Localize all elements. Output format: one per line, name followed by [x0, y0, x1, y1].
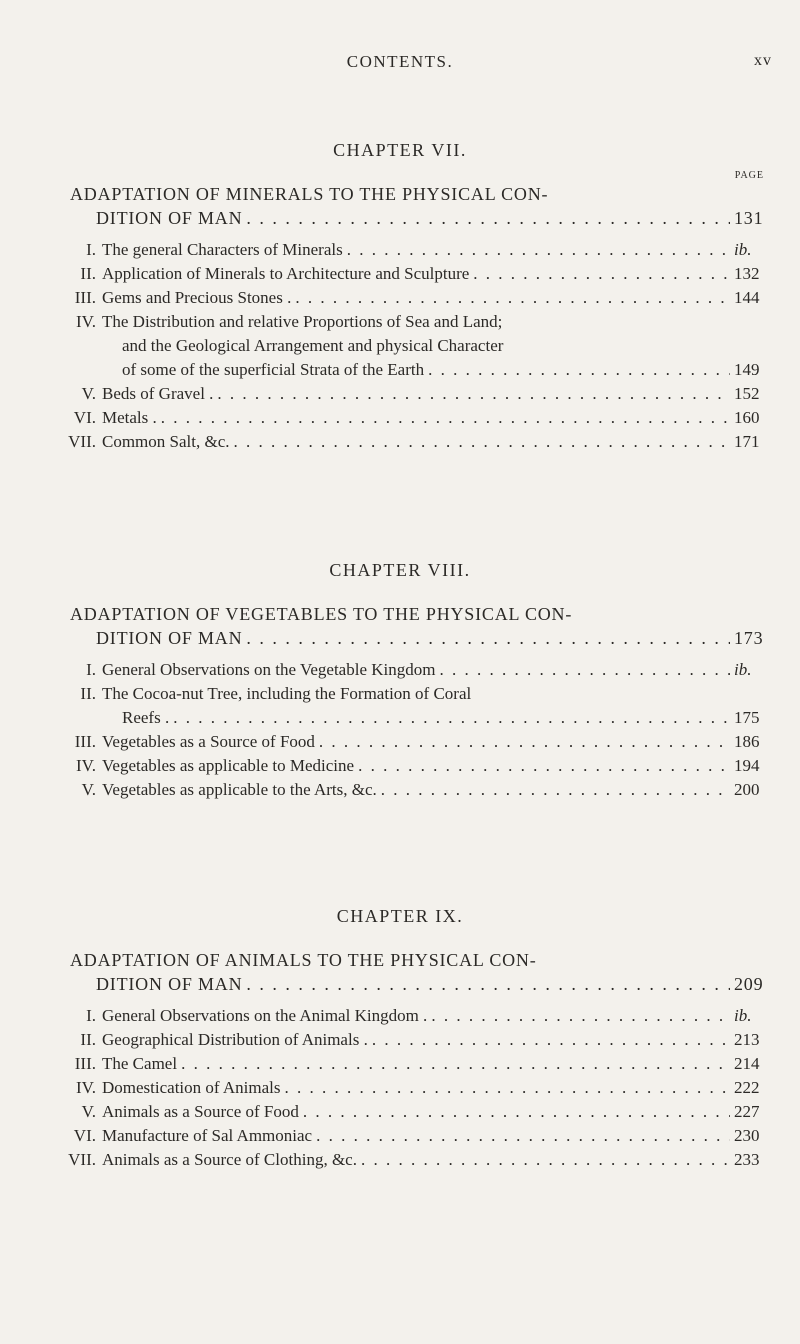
section-title-line	[102, 1124, 770, 1148]
chapter-title	[70, 602, 770, 650]
section-title	[102, 1100, 770, 1124]
dot-leader	[347, 238, 730, 262]
section-title-text: Metals .	[102, 408, 157, 427]
page-number: 160	[734, 408, 760, 427]
section-title-line	[102, 754, 770, 778]
section-title	[102, 286, 770, 310]
dot-leader	[316, 1124, 730, 1148]
section-title-text: Manufacture of Sal Ammoniac	[102, 1126, 313, 1145]
dot-leader	[303, 1100, 730, 1124]
dot-leader	[234, 430, 731, 454]
chapter-title-line: ADAPTATION OF ANIMALS TO THE PHYSICAL CON-	[70, 950, 537, 970]
page-number: 171	[734, 432, 760, 451]
dot-leader	[246, 972, 730, 996]
section-title-text: The Camel	[102, 1054, 178, 1073]
dot-leader	[361, 1148, 730, 1172]
section-title	[102, 1148, 770, 1172]
section-number: II.	[80, 684, 96, 703]
section-title-line	[102, 730, 770, 754]
dot-leader	[284, 1076, 730, 1100]
dot-leader	[181, 1052, 730, 1076]
section-number: V.	[81, 780, 96, 799]
section-title	[102, 262, 770, 286]
dot-leader	[161, 406, 730, 430]
dot-leader	[381, 778, 730, 802]
section-title	[102, 382, 770, 406]
toc-entry	[0, 1052, 800, 1076]
section-title-line: The Distribution and relative Proportions of Sea and Land;	[102, 312, 503, 331]
running-head	[0, 52, 800, 76]
section-title-text: Gems and Precious Stones .	[102, 288, 292, 307]
section-title-text: Vegetables as applicable to the Arts, &c.	[102, 780, 377, 799]
toc-entry	[0, 730, 800, 754]
section-title	[102, 1124, 770, 1148]
toc-entry	[0, 310, 800, 382]
section-title	[102, 310, 770, 382]
page-number: 214	[734, 1054, 760, 1073]
section-title	[102, 778, 770, 802]
toc-entry	[0, 1028, 800, 1052]
chapter-heading: CHAPTER IX.	[336, 906, 464, 926]
section-title	[102, 1004, 770, 1028]
section-title-line	[102, 406, 770, 430]
section-number: I.	[86, 1006, 96, 1025]
toc-entry	[0, 262, 800, 286]
page-number: 200	[734, 780, 760, 799]
dot-leader	[246, 206, 730, 230]
section-number: V.	[81, 1102, 96, 1121]
page-number: ib.	[734, 660, 752, 679]
chapter-heading: CHAPTER VIII.	[329, 560, 471, 580]
page-number: 209	[734, 974, 764, 994]
toc-entry	[0, 1076, 800, 1100]
page-number: 131	[734, 208, 764, 228]
section-list	[0, 658, 800, 802]
chapter-title-line	[70, 626, 770, 650]
chapter-block	[0, 560, 800, 802]
page-number: 173	[734, 628, 764, 648]
page-number: 152	[734, 384, 760, 403]
section-number: IV.	[76, 312, 96, 331]
page-number: 222	[734, 1078, 760, 1097]
section-title-text: Application of Minerals to Architecture and Sculpture	[102, 264, 470, 283]
page-number: 213	[734, 1030, 760, 1049]
dot-leader	[431, 1004, 730, 1028]
chapter-title-line: ADAPTATION OF MINERALS TO THE PHYSICAL CON-	[70, 184, 549, 204]
chapter-block	[0, 140, 800, 454]
section-list	[0, 1004, 800, 1172]
section-title-text: General Observations on the Vegetable Kingdom	[102, 660, 436, 679]
section-title	[102, 754, 770, 778]
toc-entry	[0, 682, 800, 730]
section-number: I.	[86, 660, 96, 679]
page-number: 186	[734, 732, 760, 751]
section-number: III.	[74, 1054, 96, 1073]
toc-entry	[0, 1124, 800, 1148]
section-title-line	[102, 1100, 770, 1124]
section-title-line	[102, 430, 770, 454]
section-title	[102, 730, 770, 754]
page-column-label: PAGE	[734, 170, 764, 181]
running-head-page-numeral: xv	[754, 52, 772, 69]
section-title-line	[102, 262, 770, 286]
section-title-line	[102, 706, 770, 730]
page-number: 132	[734, 264, 760, 283]
section-title	[102, 238, 770, 262]
dot-leader	[295, 286, 730, 310]
page-number: 233	[734, 1150, 760, 1169]
dot-leader	[372, 1028, 730, 1052]
section-title-text: Common Salt, &c.	[102, 432, 230, 451]
toc-entry	[0, 238, 800, 262]
toc-entry	[0, 778, 800, 802]
page-number: 144	[734, 288, 760, 307]
chapter-title-line	[70, 972, 770, 996]
section-title	[102, 1028, 770, 1052]
dot-leader	[217, 382, 730, 406]
section-title-line	[102, 358, 770, 382]
toc-entry	[0, 1148, 800, 1172]
page-number: ib.	[734, 240, 752, 259]
dot-leader	[173, 706, 730, 730]
section-title-text: Animals as a Source of Food	[102, 1102, 299, 1121]
section-number: I.	[86, 240, 96, 259]
toc-entry	[0, 382, 800, 406]
dot-leader	[428, 358, 730, 382]
section-title	[102, 430, 770, 454]
toc-entry	[0, 286, 800, 310]
section-title-line	[102, 286, 770, 310]
dot-leader	[319, 730, 730, 754]
section-number: VII.	[68, 432, 96, 451]
section-title-line	[102, 238, 770, 262]
section-title-line	[102, 1052, 770, 1076]
dot-leader	[439, 658, 730, 682]
section-title-text: of some of the superficial Strata of the Earth	[122, 360, 425, 379]
section-number: III.	[74, 732, 96, 751]
section-title	[102, 1052, 770, 1076]
dot-leader	[473, 262, 730, 286]
page-number: 194	[734, 756, 760, 775]
section-number: II.	[80, 1030, 96, 1049]
section-title-text: Domestication of Animals	[102, 1078, 281, 1097]
toc-entry	[0, 658, 800, 682]
section-number: IV.	[76, 1078, 96, 1097]
chapter-title	[70, 948, 770, 996]
section-number: V.	[81, 384, 96, 403]
section-title-text: General Observations on the Animal Kingdom .	[102, 1006, 428, 1025]
toc-entry	[0, 1004, 800, 1028]
page-number: 175	[734, 708, 760, 727]
section-title-text: Geographical Distribution of Animals .	[102, 1030, 368, 1049]
section-title-text: Vegetables as applicable to Medicine	[102, 756, 355, 775]
toc-entry	[0, 754, 800, 778]
chapter-title-text: DITION OF MAN	[96, 208, 243, 228]
chapter-title-line	[70, 206, 770, 230]
section-title-line	[102, 1028, 770, 1052]
section-title-line: and the Geological Arrangement and physical Character	[122, 336, 504, 355]
section-title	[102, 406, 770, 430]
section-number: III.	[74, 288, 96, 307]
section-number: IV.	[76, 756, 96, 775]
section-number: VII.	[68, 1150, 96, 1169]
chapter-title	[70, 182, 770, 230]
section-list	[0, 238, 800, 454]
section-title-line	[102, 1076, 770, 1100]
section-number: VI.	[73, 408, 96, 427]
dot-leader	[246, 626, 730, 650]
section-title-text: The general Characters of Minerals	[102, 240, 343, 259]
section-title-line: The Cocoa-nut Tree, including the Formation of Coral	[102, 684, 472, 703]
running-head-title: CONTENTS.	[346, 52, 454, 71]
page-number: 230	[734, 1126, 760, 1145]
section-title-line	[102, 1148, 770, 1172]
section-title-line	[102, 778, 770, 802]
section-title-line	[102, 1004, 770, 1028]
section-number: II.	[80, 264, 96, 283]
chapter-title-text: DITION OF MAN	[96, 628, 243, 648]
toc-entry	[0, 430, 800, 454]
section-title-line	[102, 658, 770, 682]
chapter-block	[0, 906, 800, 1172]
section-number: VI.	[73, 1126, 96, 1145]
chapter-title-text: DITION OF MAN	[96, 974, 243, 994]
dot-leader	[358, 754, 730, 778]
chapter-title-line: ADAPTATION OF VEGETABLES TO THE PHYSICAL CON-	[70, 604, 573, 624]
section-title-line	[102, 382, 770, 406]
section-title-text: Animals as a Source of Clothing, &c.	[102, 1150, 357, 1169]
section-title-text: Vegetables as a Source of Food	[102, 732, 315, 751]
toc-entry	[0, 1100, 800, 1124]
chapter-heading: CHAPTER VII.	[333, 140, 467, 160]
page-number: 149	[734, 360, 760, 379]
toc-entry	[0, 406, 800, 430]
section-title-text: Reefs .	[122, 708, 170, 727]
section-title	[102, 1076, 770, 1100]
section-title	[102, 658, 770, 682]
page-number: 227	[734, 1102, 760, 1121]
section-title-text: Beds of Gravel .	[102, 384, 214, 403]
page-number: ib.	[734, 1006, 752, 1025]
section-title	[102, 682, 770, 730]
